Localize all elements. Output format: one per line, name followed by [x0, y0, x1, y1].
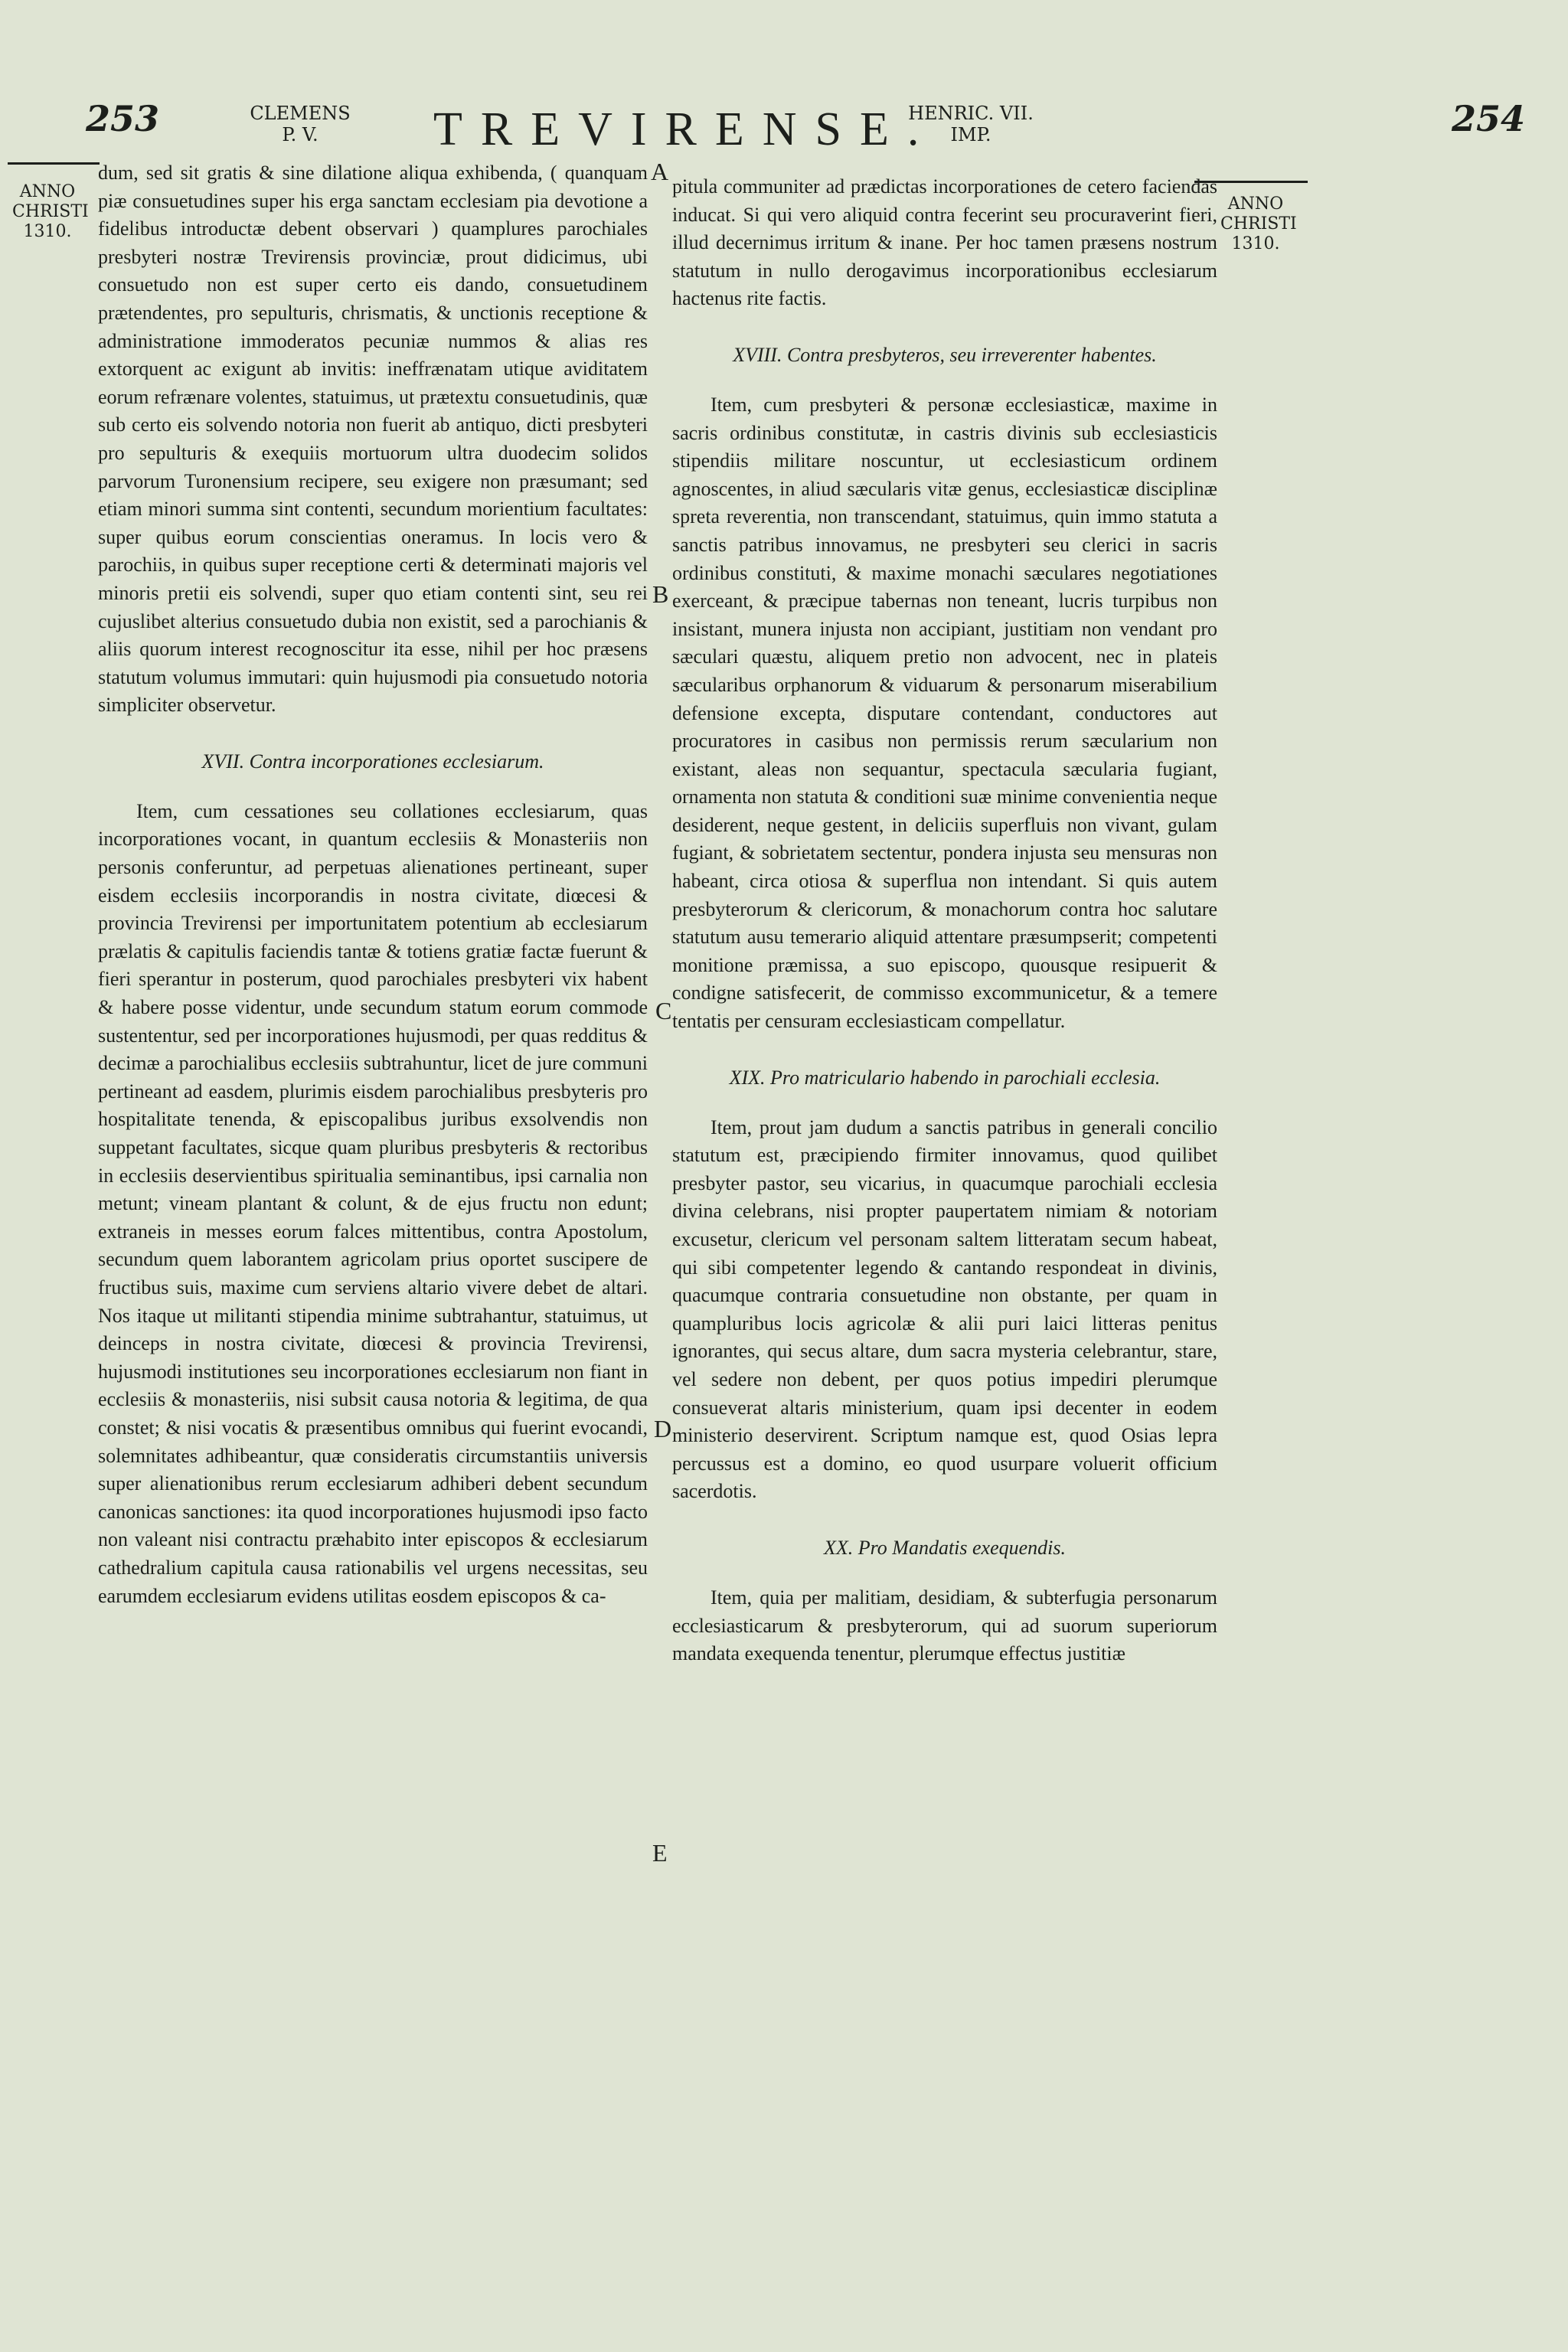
margin-note-line: ANNO [1227, 194, 1284, 214]
paragraph: Item, quia per malitiam, desidiam, & subterfugia personarum ecclesiasticarum & presbyterorum, qui ad suorum superiorum mandata exequenda tenentur, plerumque effectus justitiæ [672, 1586, 1217, 1665]
margin-note-line: CHRISTI [1220, 214, 1297, 234]
paragraph: dum, sed sit gratis & sine dilatione aliqua exhibenda, ( quanquam piæ consuetudines super his erga sanctam ecclesiam pia devotione a fidelibus introductæ debent observari ) quamplures parochiales presbyteri nostræ Trevirensis provinciæ, prout didicimus, ubi consuetudo non est super certo eis dando, consuetudinem prætendentes, pro sepulturis, chrismatis, & unctionis receptione & administratione immoderatos pecuniæ nummos & alias res extorquent ac exigunt ab invitis: ineffrænatam utique aviditatem eorum refrænare volentes, statuimus, ut prætextu consuetudinis, quæ sub certo eis solvendo notoria non fuerit ab antiquo, dicti presbyteri pro sepulturis & exequiis mortuorum ultra duodecim solidos parvorum Turonensium recipere, seu exigere non præsumant; sed etiam minori summa sint contenti, secundum morientium facultates: super quibus eorum conscientias oneramus. In locis vero & parochiis, in quibus super receptione certi & determinati majoris vel minoris pretii eis solvendi, super quo etiam contenti sint, seu rei cujuslibet alterius consuetudo dubia non existit, sed a parochianis & aliis quorum interest recognoscitur ita esse, nihil per hoc præsens statutum volumus immutari: quin hujusmodi pia consuetudo notoria simpliciter observetur. [98, 162, 648, 717]
margin-note-line: ANNO [19, 182, 76, 201]
margin-note-line: 1310. [23, 222, 72, 241]
section-letter-e: E [652, 1839, 668, 1867]
paragraph: pitula communiter ad prædictas incorporationes de cetero faciendas inducat. Si qui vero aliquid contra fecerint seu procuraverint fieri, illud decernimus irritum & inane. Per hoc tamen præsens nostrum statutum in nullo derogavimus incorporationibus ecclesiarum hactenus rite factis. [672, 175, 1217, 310]
section-heading-xvii: XVII. Contra incorporationes ecclesiarum. [201, 750, 544, 773]
page-title: TREVIRENSE. [433, 103, 938, 155]
margin-note-line: CHRISTI [12, 202, 89, 221]
right-column [672, 173, 1217, 1668]
running-head-line: IMP. [950, 124, 991, 145]
left-column [98, 159, 648, 1610]
running-head-line: P. V. [282, 124, 318, 145]
section-heading-xx: XX. Pro Mandatis exequendis. [823, 1536, 1067, 1559]
right-page-number: 254 [1451, 98, 1525, 139]
section-letter-b: B [652, 580, 669, 608]
right-margin-note [1220, 194, 1297, 254]
running-head-line: HENRIC. VII. [908, 103, 1034, 124]
margin-rule-left [8, 162, 100, 165]
margin-note-line: 1310. [1231, 234, 1280, 253]
left-page-number: 253 [86, 98, 160, 139]
section-heading-xix: XIX. Pro matriculario habendo in parochiali ecclesia. [729, 1066, 1161, 1089]
section-heading-xviii: XVIII. Contra presbyteros, seu irreverenter habentes. [733, 343, 1157, 366]
running-head-line: CLEMENS [250, 103, 351, 124]
right-running-head [894, 103, 1047, 145]
paragraph: Item, cum cessationes seu collationes ecclesiarum, quas incorporationes vocant, in quantum ecclesiis & Monasteriis non personis conferuntur, ad perpetuas alienationes pertineant, super eisdem ecclesiis incorporandis in nostra civitate, diœcesi & provincia Trevirensi per importunitatem potentium ab ecclesiarum prælatis & capitulis faciendis tantæ & totiens gratiæ factæ fuerunt & fieri sperantur in posterum, quod parochiales presbyteri vix habent & habere posse videntur, unde secundum statum eorum commode sustententur, sed per incorporationes hujusmodi, per quas redditus & decimæ a parochialibus ecclesiis subtrahuntur, licet de jure communi pertineant ad easdem, plurimis eisdem parochialibus presbyteris pro hospitalitate tenenda, & episcopalibus juribus exsolvendis non suppetant facultates, sicque quam pluribus presbyteris & rectoribus in ecclesiis deservientibus spiritualia seminantibus, ipsi carnalia non metunt; vineam plantant & colunt, & de ejus fructu non edunt; extraneis in messes eorum falces mittentibus, contra Apostolum, secundum quem laborantem agricolam prius oportet suscipere de fructibus suis, maxime cum serviens altario vivere debet de altari. Nos itaque ut militanti stipendia minime subtrahantur, statuimus, ut deinceps in nostra civitate, diœcesi & provincia Trevirensi, hujusmodi institutiones seu incorporationes ecclesiarum non fiant in ecclesiis & monasteriis, nisi subsit causa notoria & legitima, de qua constet; & nisi vocatis & præsentibus omnibus qui fuerint evocandi, solemnitates adhibeantur, quæ consideratis circumstantiis universis super alienationibus rerum ecclesiarum adhiberi debent secundum canonicas sanctiones: ita quod incorporationes hujusmodi ipso facto non valeant nisi contractu præhabito inter episcopos & ecclesiarum cathedralium capitula causa rationabilis vel urgens necessitas, seu earumdem ecclesiarum evidens utilitas eosdem episcopos & ca- [98, 799, 648, 1607]
left-margin-note [12, 182, 89, 242]
section-letter-a: A [651, 158, 669, 185]
section-letter-d: D [654, 1415, 672, 1442]
paragraph: Item, prout jam dudum a sanctis patribus in generali concilio statutum est, præcipiendo firmiter innovamus, quod quilibet presbyter pastor, seu vicarius, in quacumque parochiali ecclesia divina celebrans, nisi propter paupertatem nimiam & notoriam excusetur, clericum vel personam saltem litteratam secum habeat, qui sibi competenter legendo & cantando respondeat in divinis, quacumque contraria consuetudine non obstante, per quam in quampluribus locis agricolæ & alii puri laici litteras penitus ignorantes, qui secus altare, dum sacra mysteria celebrantur, stare, vel sedere non debent, per quos potius impediri plerumque consueverat altaris ministerium, quam ipsi decenter in eodem ministerio deservirent. Scriptum namque est, quod Osias lepra percussus est a domino, eo quod usurpare voluerit officium sacerdotis. [672, 1116, 1217, 1503]
paragraph: Item, cum presbyteri & personæ ecclesiasticæ, maxime in sacris ordinibus constitutæ, in castris divinis sub ecclesiasticis stipendiis militare noscuntur, ut ecclesiasticum ordinem agnoscentes, in aliud sæcularis vitæ genus, ecclesiasticæ disciplinæ spreta reverentia, non transcendant, statuimus, quin immo statuta a sanctis patribus innovamus, ne presbyteri seu clerici in sacris ordinibus constituti, & maxime monachi sæculares negotiationes exerceant, & præcipue tabernas non teneant, lucris turpibus non insistant, munera injusta non accipiant, justitiam non vendant pro sæculari quæstu, aliquem pretio non advocent, nec in plateis sæcularibus orphanorum & viduarum & personarum miserabilium defensione excepta, disputare contendant, conductores aut procuratores in casibus non permissis rerum sæcularium non existant, aleas non sequantur, spectacula sæcularia fugiant, ornamenta non statuta & conditioni suæ minime convenientia neque desiderent, neque gestent, in deliciis superfluis non vivant, gulam fugiant, & sobrietatem sectentur, pondera injusta seu mensuras non habeant, circa otiosa & superflua non intendant. Si quis autem presbyterorum & clericorum, & monachorum contra hoc salutare statutum ausu temerario aliquid attentare præsumpserit; competenti monitione præmissa, a suo episcopo, quousque resipuerit & condigne satisfecerit, de commisso excommunicetur, & a temere tentatis per censuram ecclesiasticam compellatur. [672, 393, 1217, 1033]
section-letter-c: C [655, 997, 672, 1024]
left-running-head [224, 103, 377, 145]
